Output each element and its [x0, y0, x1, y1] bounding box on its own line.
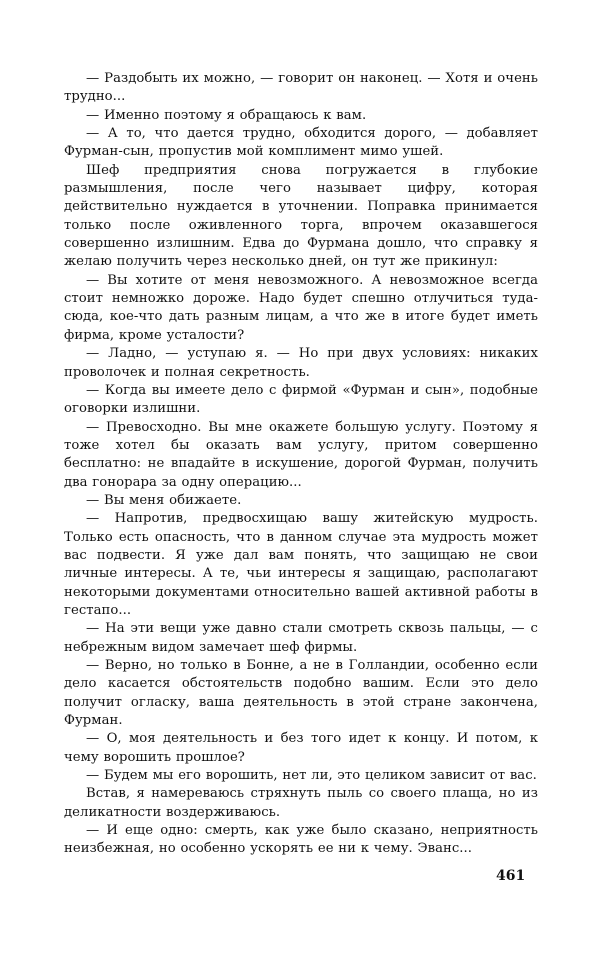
- paragraph: — И еще одно: смерть, как уже было сказано, неприятность неизбежная, но особенно ускорять ее ни к чему. Эванс...: [64, 823, 538, 857]
- paragraph: — Будем мы его ворошить, нет ли, это целиком зависит от вас.: [86, 768, 537, 784]
- paragraph: — На эти вещи уже давно стали смотреть сквозь пальцы, — с небрежным видом замечает шеф фирмы.: [64, 621, 538, 655]
- page-body: [64, 70, 538, 859]
- paragraph: — Напротив, предвосхищаю вашу житейскую мудрость. Только есть опасность, что в данном случае эта мудрость может вас подвести. Я уже дал вам понять, что защищаю не свои личные интересы. А те, чьи интересы я защищаю, располагают некоторыми документами относительно вашей активной работы в гестапо...: [64, 511, 538, 618]
- paragraph: — Раздобыть их можно, — говорит он наконец. — Хотя и очень трудно...: [64, 71, 538, 105]
- paragraph: — О, моя деятельность и без того идет к концу. И потом, к чему ворошить прошлое?: [64, 731, 538, 765]
- paragraph: Шеф предприятия снова погружается в глубокие размышления, после чего называет цифру, которая действительно нуждается в уточнении. Поправка принимается только после оживленного торга, впрочем оказавшегося совершенно излишним. Едва до Фурмана дошло, что справку я желаю получить через несколько дней, он тут же прикинул:: [64, 162, 538, 270]
- paragraph: Встав, я намереваюсь стряхнуть пыль со своего плаща, но из деликатности воздерживаюсь.: [64, 786, 538, 820]
- paragraph: — Превосходно. Вы мне окажете большую услугу. Поэтому я тоже хотел бы оказать вам услугу, притом совершенно бесплатно: не впадайте в искушение, дорогой Фурман, получить два гонорара за одну операцию...: [64, 419, 538, 490]
- paragraph: — Ладно, — уступаю я. — Но при двух условиях: никаких проволочек и полная секретность.: [64, 346, 538, 380]
- paragraph: — Когда вы имеете дело с фирмой «Фурман и сын», подобные оговорки излишни.: [64, 382, 538, 417]
- page-number: 461: [496, 868, 526, 884]
- paragraph: — Вы хотите от меня невозможного. А невозможное всегда стоит немножко дороже. Надо будет спешно отлучиться туда-сюда, кое-что дать разным лицам, а что же в итоге будет иметь фирма, кроме усталости?: [64, 272, 538, 343]
- paragraph: — Вы меня обижаете.: [86, 492, 242, 508]
- paragraph: — А то, что дается трудно, обходится дорого, — добавляет Фурман-сын, пропустив мой комплимент мимо ушей.: [64, 126, 538, 160]
- paragraph: — Верно, но только в Бонне, а не в Голландии, особенно если дело касается обстоятельств подобно вашим. Если это дело получит огласку, ваша деятельность в этой стране закончена, Фурман.: [64, 658, 538, 729]
- paragraph: — Именно поэтому я обращаюсь к вам.: [86, 107, 367, 123]
